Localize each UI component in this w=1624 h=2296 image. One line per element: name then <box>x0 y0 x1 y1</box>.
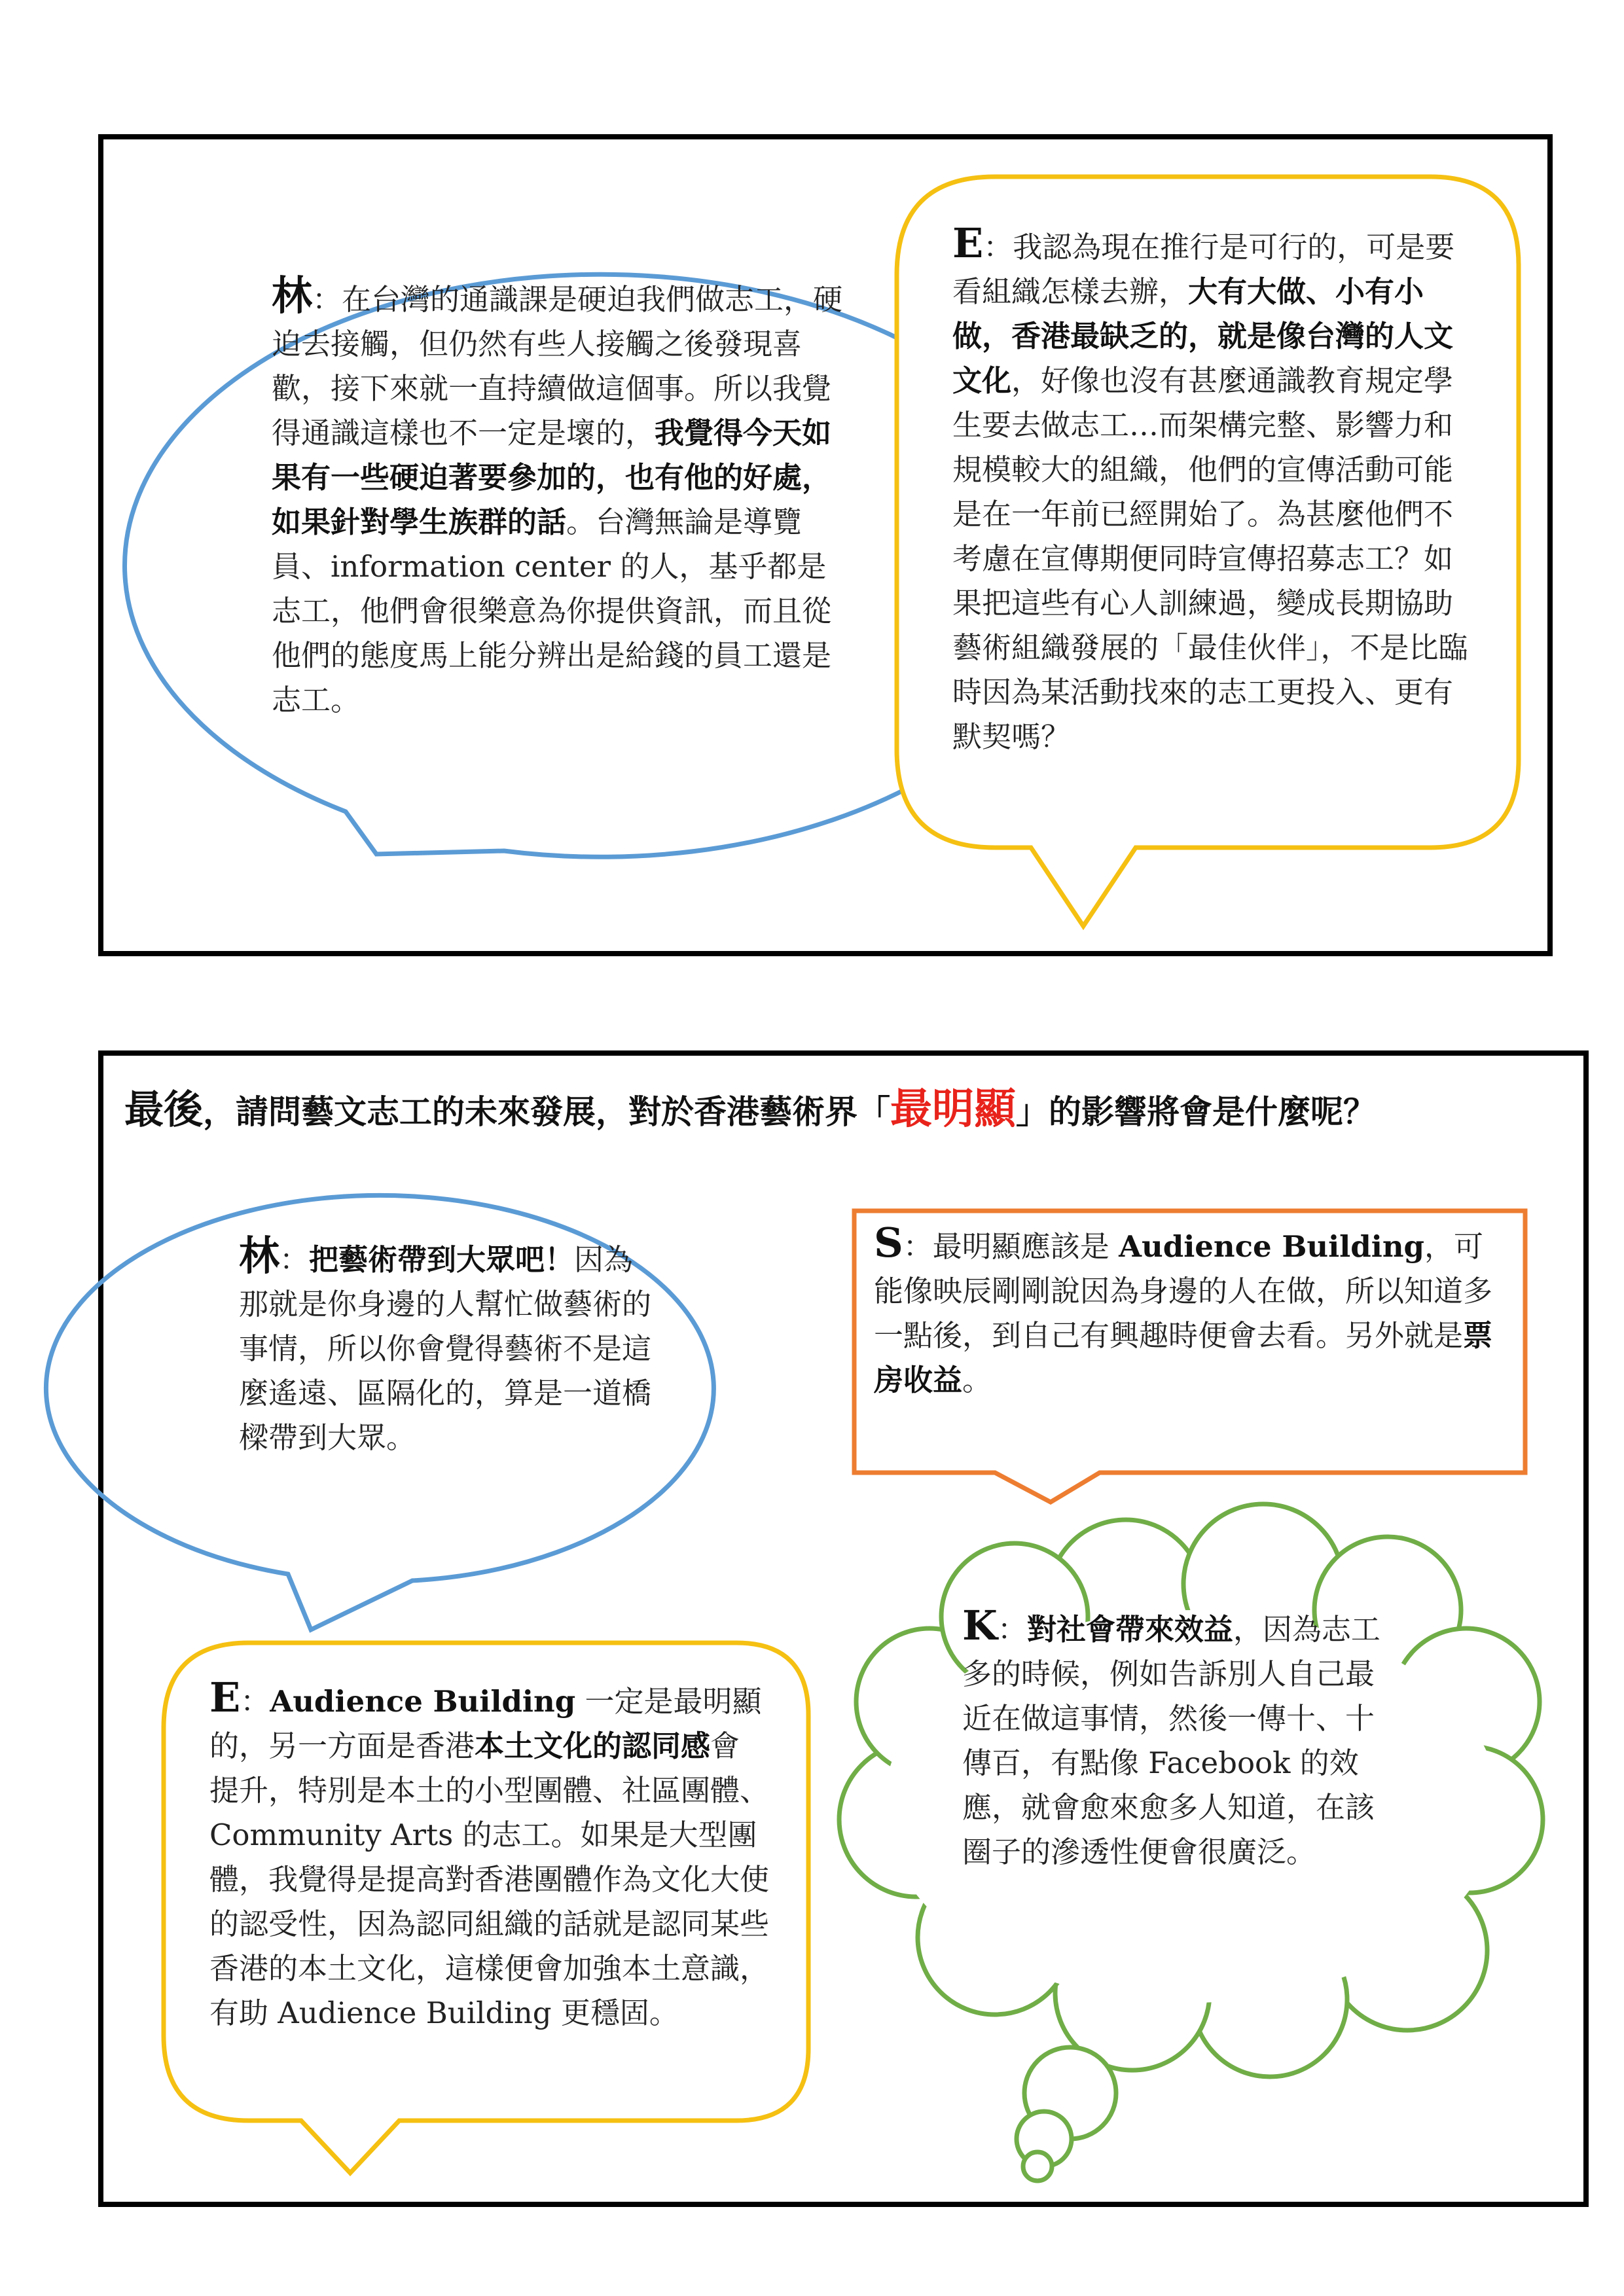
statement-text: 。台灣無論是導覽員、information center 的人，基乎都是志工，他們會很樂意為你提供資訊，而且從他們的態度馬上能分辨出是給錢的員工還是志工。 <box>272 505 832 717</box>
statement-text: ：我認為現在推行是可行的，可是要看組織怎樣去辦， <box>952 230 1455 309</box>
statement-text: ： <box>997 1612 1027 1647</box>
e-statement-1 <box>952 221 1473 759</box>
emphasis-text: 大有大做、小有小做，香港最缺乏的，就是像台灣的人文文化 <box>952 274 1454 398</box>
speaker-label: S <box>874 1219 903 1266</box>
statement-text: 會提升，特別是本土的小型團體、社區團體、Community Arts 的志工。如果是大型團體，我覺得是提高對香港團體作為文化大使的認受性，因為認同組織的話就是認同某些香港的本土文化，這樣便會加強本土意識，有助 Audience Building 更穩固。 <box>209 1729 770 2030</box>
statement-text: ： <box>280 1242 310 1277</box>
statement-text: ，可能像映辰剛剛說因為身邊的人在做，所以知道多一點後，到自己有興趣時便會去看。另外就是 <box>874 1229 1493 1353</box>
statement-text: ，因為志工多的時候，例如告訴別人自己最近在做這事情，然後一傳十、十傳百，有點像 Facebook 的效應，就會愈來愈多人知道，在該圈子的滲透性便會很廣泛。 <box>962 1612 1380 1869</box>
statement-text: ：最明顯應該是 <box>903 1229 1119 1264</box>
emphasis-text: 票房收益 <box>874 1318 1493 1397</box>
lam-statement-1 <box>272 274 851 723</box>
statement-text: ，好像也沒有甚麼通識教育規定學生要去做志工…而架構完整、影響力和規模較大的組織，他們的宣傳活動可能是在一年前已經開始了。為甚麼他們不考慮在宣傳期便同時宣傳招募志工？如果把這些有心人訓練過，變成長期協助藝術組織發展的「最佳伙伴」，不是比臨時因為某活動找來的志工更投入、更有默契嗎？ <box>952 363 1468 754</box>
statement-text: 一定是最明顯的，另一方面是香港 <box>209 1684 762 1763</box>
emphasis-text: 本土文化的認同感 <box>475 1729 711 1763</box>
statement-text: ： <box>240 1684 270 1719</box>
thought-trail-circles <box>1017 2047 1116 2181</box>
statement-text: ：在台灣的通識課是硬迫我們做志工，硬迫去接觸，但仍然有些人接觸之後發現喜歡，接下來就一直持續做這個事。所以我覺得通識這樣也不一定是壞的， <box>272 282 843 450</box>
statement-text: 因為那就是你身邊的人幫忙做藝術的事情，所以你會覺得藝術不是這麼遙遠、區隔化的，算是一道橋樑帶到大眾。 <box>239 1242 652 1455</box>
question-text: 」的影響將會是什麼呢？ <box>1016 1092 1376 1131</box>
speaker-label: E <box>209 1674 241 1721</box>
emphasis-text: 我覺得今天如果有一些硬迫著要參加的，也有他的好處，如果針對學生族群的話 <box>272 416 832 539</box>
closing-question <box>124 1083 1376 1138</box>
question-lead: 最後 <box>124 1087 203 1133</box>
speaker-label: K <box>962 1602 998 1649</box>
statement-text: 。 <box>962 1363 992 1397</box>
emphasis-text: 把藝術帶到大眾吧！ <box>309 1242 575 1277</box>
question-highlight: 最明顯 <box>890 1085 1016 1134</box>
speaker-label: 林 <box>272 272 313 319</box>
emphasis-text: Audience Building <box>1119 1229 1425 1264</box>
e-statement-2 <box>209 1676 769 2036</box>
speaker-label: 林 <box>239 1232 280 1280</box>
lam-statement-2 <box>239 1234 658 1460</box>
k-statement <box>962 1604 1394 1874</box>
emphasis-text: 對社會帶來效益 <box>1026 1612 1233 1647</box>
s-statement <box>874 1221 1512 1403</box>
question-text: ，請問藝文志工的未來發展，對於香港藝術界「 <box>203 1092 890 1131</box>
emphasis-text: Audience Building <box>270 1684 576 1719</box>
speaker-label: E <box>952 219 984 267</box>
